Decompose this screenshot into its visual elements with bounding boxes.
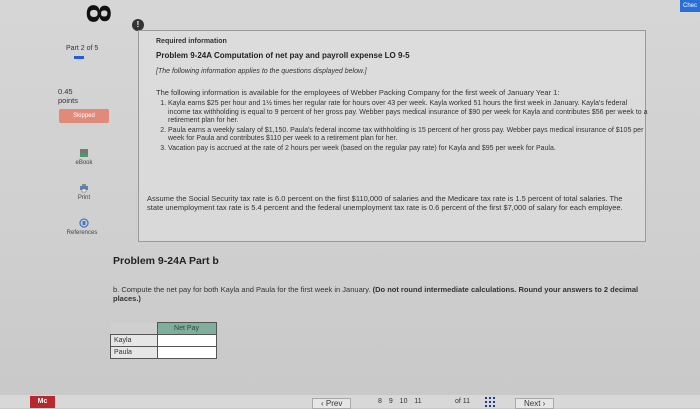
references-link[interactable]: References [66,230,98,236]
table-row [111,347,217,359]
references-icon[interactable] [64,218,104,230]
problem-title: Problem 9-24A Computation of net pay and payroll expense LO 9-5 [156,51,410,60]
row-label-kayla: Kayla [111,335,158,347]
row-label-paula: Paula [111,347,158,359]
print-icon[interactable] [64,183,104,195]
part-label: Part 2 of 5 [66,45,99,52]
part-progress-bar [74,56,84,59]
required-info-heading: Required information [156,38,227,45]
tax-assumptions: Assume the Social Security tax rate is 6.0 percent on the first $110,000 of salaries and the Medicare tax rate is 1.5 percent of total salaries. The state unemployment tax rate is 5.4 percent and the federal unemployment tax rate is 0.6 percent of the first $7,000 of salary for each employee. [147,194,623,212]
check-button[interactable]: Chec [680,0,700,12]
points-value: 0.45 [58,87,73,96]
net-pay-input-kayla[interactable] [157,335,216,347]
prev-label: Prev [325,399,343,408]
page-count: of 11 [455,398,471,405]
table-header-row [111,323,217,335]
ebook-icon[interactable] [64,148,104,160]
info-intro: The following information is available for the employees of Webber Packing Company for the first week of January Year 1: [156,88,560,97]
chevron-left-icon: ‹ [321,399,326,408]
question-number: 8 [78,4,117,23]
info-note: [The following information applies to the questions displayed below.] [156,68,367,75]
net-pay-input-paula[interactable] [157,347,216,359]
print-link[interactable]: Print [77,195,91,201]
left-rail [0,0,117,395]
part-b-title: Problem 9-24A Part b [113,255,219,267]
table-corner [111,323,158,335]
ebook-link[interactable]: eBook [75,160,93,166]
table-row [111,335,217,347]
next-button[interactable] [515,398,554,409]
info-item-kayla: 1. Kayla earns $25 per hour and 1½ times her regular rate for hours over 43 per week. Kayla worked 51 hours the first week in January. Kayla's federal income tax withholding is equal to 9 percent of her gross pay. Webber pays medical insurance of $90 per week for Kayla and contributes $56 per week to a retirement plan for her. [168,100,648,126]
next-label: Next [524,399,541,408]
info-list [156,100,648,154]
skipped-badge: Skipped [59,109,109,123]
net-pay-table [110,322,217,359]
points-label: points [58,96,79,105]
points-display [58,87,78,105]
required-info-card [138,30,646,242]
instruction-text: b. Compute the net pay for both Kayla and Paula for the first week in January. [113,285,371,294]
part-b-instruction [113,285,643,303]
info-item-vacation: 3. Vacation pay is accrued at the rate of 2 hours per week (based on the regular pay rate) for Kayla and $95 per week for Paula. [168,145,648,154]
page-numbers[interactable]: 8 9 10 11 [378,398,422,405]
instruction-bold: (Do not round intermediate calculations. Round your answers to 2 decimal places.) [113,285,639,303]
grid-icon[interactable] [485,397,495,409]
mcgraw-hill-logo: Mc [30,396,55,408]
alert-icon: ! [132,19,144,31]
info-item-paula: 2. Paula earns a weekly salary of $1,150. Paula's federal income tax withholding is 15 percent of her gross pay. Webber pays medical insurance of $105 per week for Paula and contributes $110 per week to a retirement plan for her. [168,127,648,144]
chevron-right-icon: › [540,399,546,408]
net-pay-header: Net Pay [157,323,216,335]
prev-button[interactable] [312,398,351,409]
